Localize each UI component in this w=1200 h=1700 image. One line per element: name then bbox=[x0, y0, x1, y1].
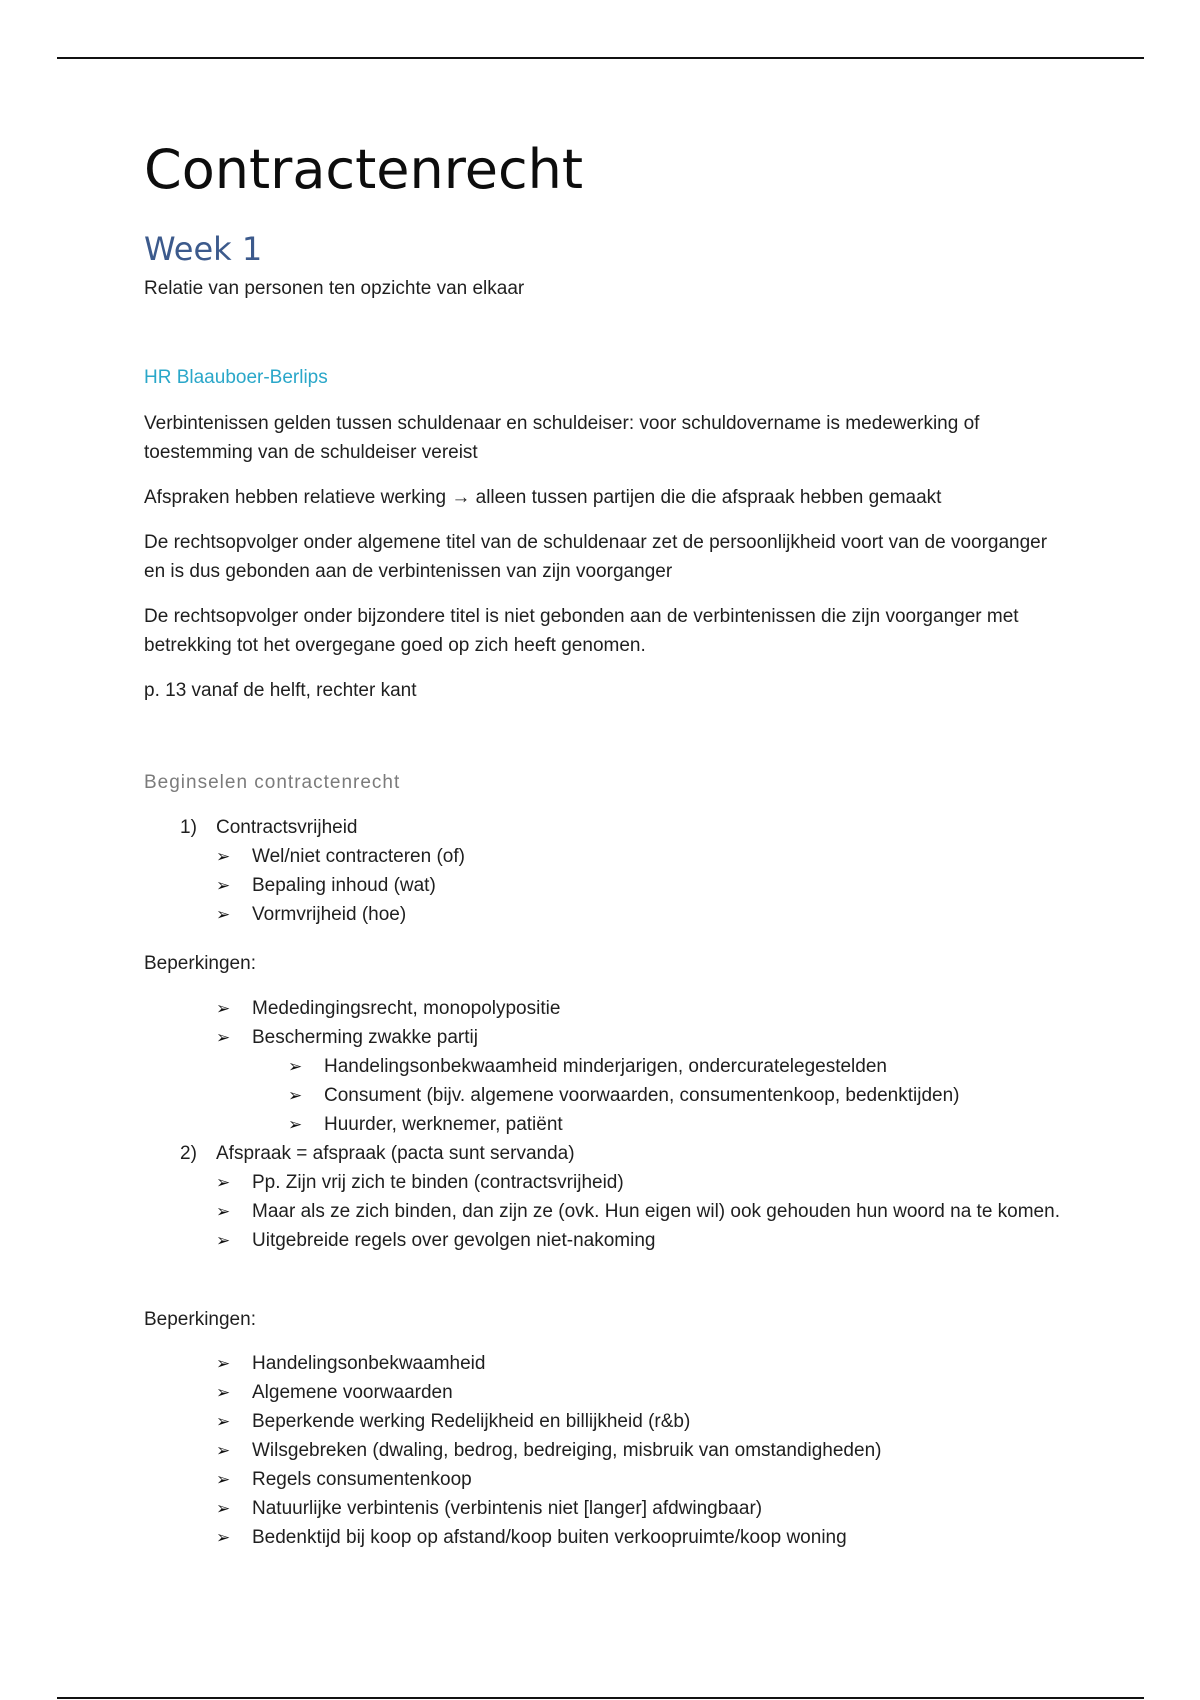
bottom-rule bbox=[57, 1697, 1144, 1699]
list-item: ➢ Algemene voorwaarden bbox=[144, 1378, 1064, 1407]
arrow-bullet-icon: ➢ bbox=[216, 999, 231, 1018]
list-item: ➢ Bescherming zwakke partij bbox=[144, 1023, 1064, 1052]
paragraph: Afspraken hebben relatieve werking → alleen tussen partijen die die afspraak hebben gemaakt bbox=[144, 487, 942, 508]
list-item: ➢ Handelingsonbekwaamheid bbox=[144, 1349, 1064, 1378]
arrow-bullet-icon: ➢ bbox=[216, 1528, 231, 1547]
top-rule bbox=[57, 57, 1144, 59]
paragraph: Verbintenissen gelden tussen schuldenaar en schuldeiser: voor schuldovername is medewerking of toestemming van de schuldeiser vereist bbox=[144, 413, 980, 463]
paragraph: De rechtsopvolger onder bijzondere titel is niet gebonden aan de verbintenissen die zijn voorganger met betrekking tot het overgegane goed op zich heeft genomen. bbox=[144, 606, 1019, 656]
sub-list-item: ➢ Handelingsonbekwaamheid minderjarigen, ondercuratelegestelden bbox=[144, 1052, 1064, 1081]
item-label: Afspraak = afspraak (pacta sunt servanda) bbox=[216, 1143, 575, 1164]
arrow-bullet-icon: ➢ bbox=[288, 1086, 303, 1105]
arrow-bullet-icon: ➢ bbox=[216, 1231, 231, 1250]
list-item: ➢ Wel/niet contracteren (of) bbox=[144, 842, 1064, 871]
arrow-bullet-icon: ➢ bbox=[216, 1202, 231, 1221]
principle-1-block bbox=[144, 813, 1064, 929]
arrow-bullet-icon: ➢ bbox=[216, 1441, 231, 1460]
arrow-bullet-icon: ➢ bbox=[216, 905, 231, 924]
arrow-bullet-icon: ➢ bbox=[216, 876, 231, 895]
case-paragraphs bbox=[144, 409, 1064, 721]
paragraph: p. 13 vanaf de helft, rechter kant bbox=[144, 680, 417, 701]
restrictions-label: Beperkingen: bbox=[144, 1309, 256, 1330]
numbered-item bbox=[144, 813, 1064, 842]
list-item: ➢ Beperkende werking Redelijkheid en billijkheid (r&b) bbox=[144, 1407, 1064, 1436]
arrow-bullet-icon: ➢ bbox=[216, 1499, 231, 1518]
arrow-bullet-icon: ➢ bbox=[288, 1057, 303, 1076]
list-item: ➢ Wilsgebreken (dwaling, bedrog, bedreiging, misbruik van omstandigheden) bbox=[144, 1436, 1064, 1465]
restrictions-label: Beperkingen: bbox=[144, 953, 256, 974]
paragraph: De rechtsopvolger onder algemene titel van de schuldenaar zet de persoonlijkheid voort van de voorganger en is dus gebonden aan de verbintenissen van zijn voorganger bbox=[144, 532, 1048, 582]
arrow-bullet-icon: ➢ bbox=[216, 1028, 231, 1047]
numbered-item bbox=[144, 1139, 1064, 1168]
arrow-bullet-icon: ➢ bbox=[216, 1412, 231, 1431]
arrow-bullet-icon: ➢ bbox=[216, 1470, 231, 1489]
list-item: ➢ Regels consumentenkoop bbox=[144, 1465, 1064, 1494]
list-item: ➢ Maar als ze zich binden, dan zijn ze (ovk. Hun eigen wil) ook gehouden hun woord na te komen. bbox=[144, 1197, 1064, 1226]
arrow-bullet-icon: ➢ bbox=[216, 1173, 231, 1192]
week-heading: Week 1 bbox=[144, 230, 263, 268]
list-item: ➢ Bepaling inhoud (wat) bbox=[144, 871, 1064, 900]
list-item: ➢ Bedenktijd bij koop op afstand/koop buiten verkoopruimte/koop woning bbox=[144, 1523, 1064, 1552]
restrictions-2-list bbox=[144, 1349, 1064, 1552]
list-item: ➢ Pp. Zijn vrij zich te binden (contractsvrijheid) bbox=[144, 1168, 1064, 1197]
sub-list-item: ➢ Consument (bijv. algemene voorwaarden, consumentenkoop, bedenktijden) bbox=[144, 1081, 1064, 1110]
item-number: 2) bbox=[180, 1143, 197, 1164]
restrictions-1-list bbox=[144, 994, 1064, 1255]
arrow-bullet-icon: ➢ bbox=[216, 847, 231, 866]
principles-heading: Beginselen contractenrecht bbox=[144, 772, 401, 793]
arrow-bullet-icon: ➢ bbox=[216, 1354, 231, 1373]
list-item: ➢ Vormvrijheid (hoe) bbox=[144, 900, 1064, 929]
list-item: ➢ Uitgebreide regels over gevolgen niet-nakoming bbox=[144, 1226, 1064, 1255]
list-item: ➢ Natuurlijke verbintenis (verbintenis niet [langer] afdwingbaar) bbox=[144, 1494, 1064, 1523]
item-label: Contractsvrijheid bbox=[216, 817, 358, 838]
case-heading: HR Blaauboer-Berlips bbox=[144, 367, 328, 388]
week-subtitle: Relatie van personen ten opzichte van elkaar bbox=[144, 278, 525, 299]
item-number: 1) bbox=[180, 817, 197, 838]
arrow-bullet-icon: ➢ bbox=[288, 1115, 303, 1134]
sub-list-item: ➢ Huurder, werknemer, patiënt bbox=[144, 1110, 1064, 1139]
list-item: ➢ Mededingingsrecht, monopolypositie bbox=[144, 994, 1064, 1023]
document-title: Contractenrecht bbox=[144, 138, 584, 201]
arrow-bullet-icon: ➢ bbox=[216, 1383, 231, 1402]
